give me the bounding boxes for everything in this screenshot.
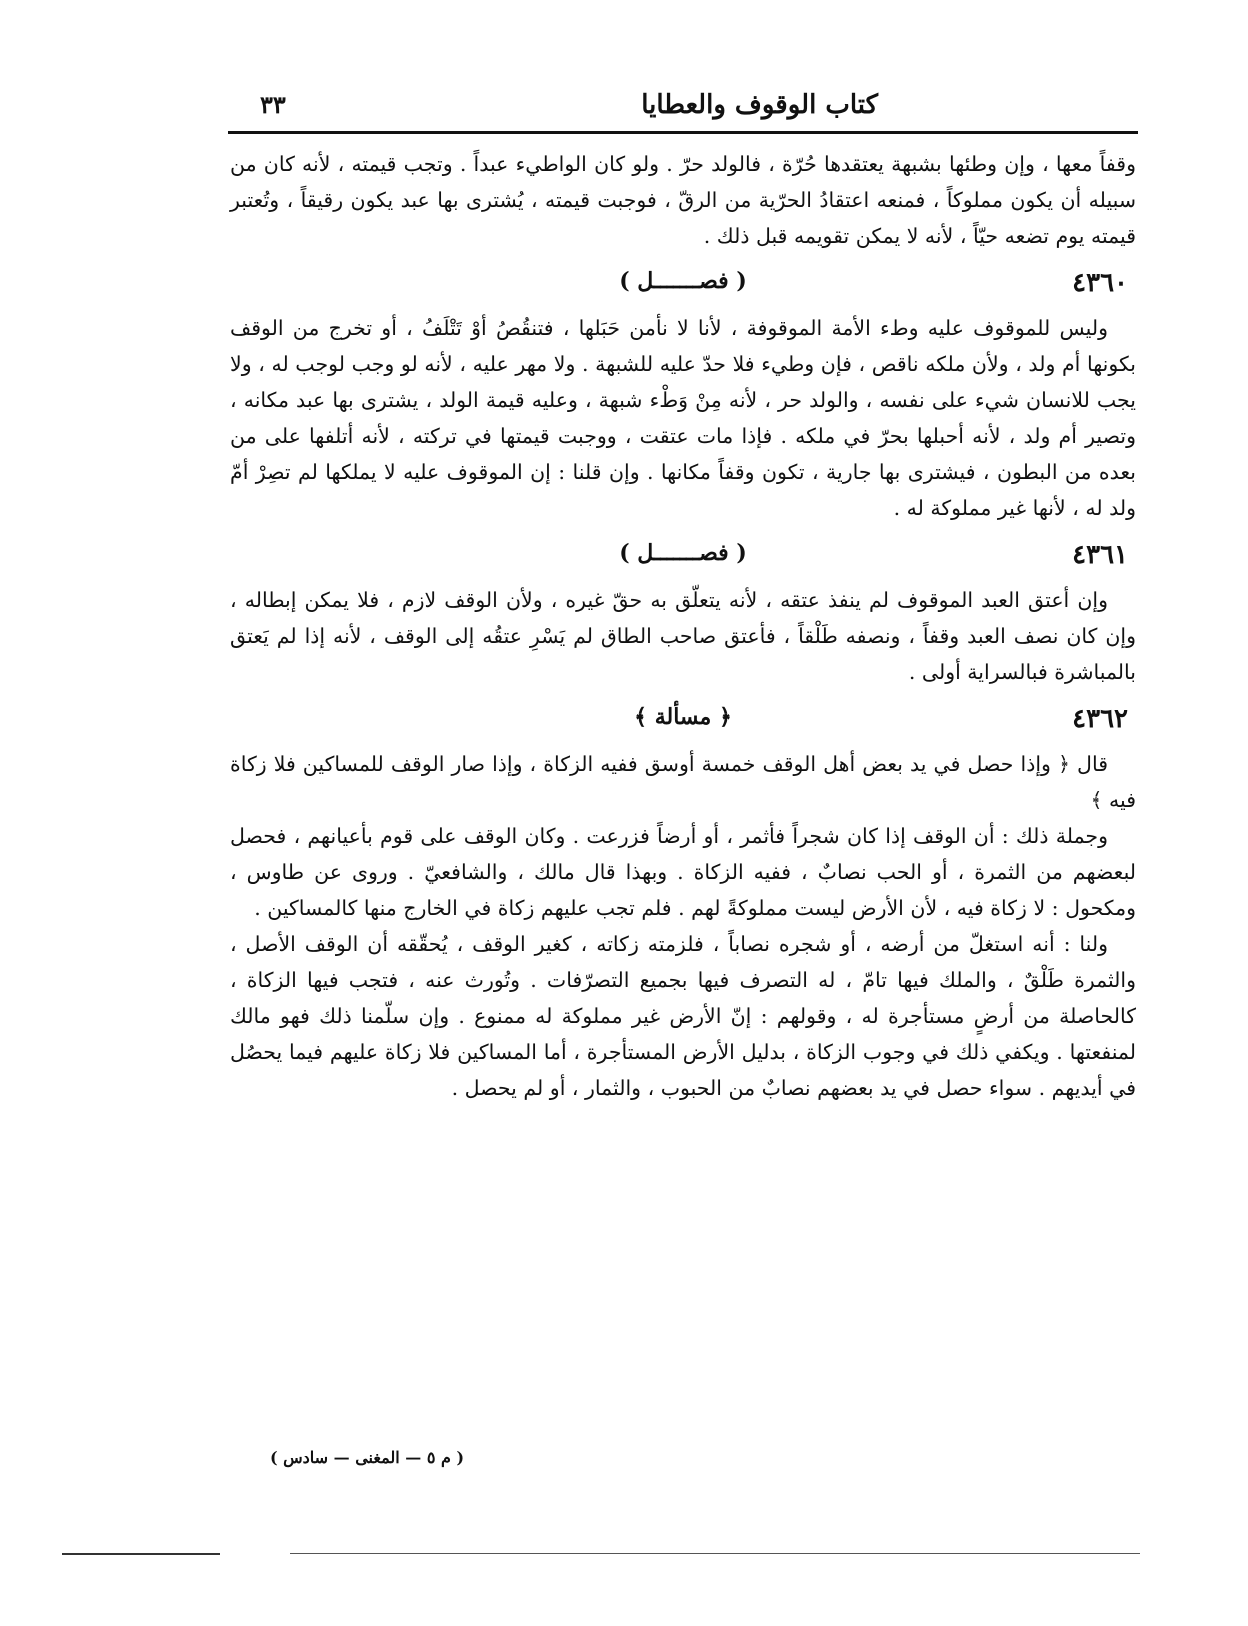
header-rule [228, 131, 1138, 134]
paragraph: وجملة ذلك : أن الوقف إذا كان شجراً فأثمر ، أو أرضاً فزرعت . وكان الوقف على قوم بأعيانهم ، فحصل لبعضهم من الثمرة ، أو الحب نصابٌ ، ففيه الزكاة . وبهذا قال مالك ، والشافعيّ . وروى عن طاوس ، ومكحول : لا زكاة فيه ، لأن الأرض ليست مملوكةً لهم . فلم تجب عليهم زكاة في الخارج منها كالمساكين . [230, 824, 1136, 920]
running-title: كتاب الوقوف والعطايا [641, 90, 878, 120]
section-number: ٤٣٦٢ [1072, 704, 1128, 734]
section-heading [230, 536, 1136, 578]
section-title: ( فصـــــــل ) [619, 540, 747, 566]
page-header [228, 84, 1138, 130]
paragraph: وقفاً معها ، وإن وطئها بشبهة يعتقدها حُرّة ، فالولد حرّ . ولو كان الواطيء عبداً . وتجب قيمته ، لأنه كان من سبيله أن يكون مملوكاً ، فمنعه اعتقادُ الحرّية من الرقّ ، فوجبت قيمته ، يُشترى بها عبد يكون رقيقاً ، وتُعتبر قيمته يوم تضعه حيّاً ، لأنه لا يمكن تقويمه قبل ذلك . [230, 152, 1136, 248]
section-number: ٤٣٦١ [1072, 540, 1128, 570]
section-heading [230, 264, 1136, 306]
paragraph: وإن أعتق العبد الموقوف لم ينفذ عتقه ، لأنه يتعلّق به حقّ غيره ، ولأن الوقف لازم ، فلا يمكن إبطاله ، وإن كان نصف العبد وقفاً ، ونصفه طَلْقاً ، فأعتق صاحب الطاق لم يَسْرِ عتقُه إلى الوقف ، لأنه إذا لم يَعتق بالمباشرة فبالسراية أولى . [230, 588, 1136, 684]
main-text [230, 146, 1136, 1106]
section-title: ﴿ مسألة ﴾ [634, 704, 732, 730]
paragraph: وليس للموقوف عليه وطء الأمة الموقوفة ، لأنا لا نأمن حَبَلها ، فتنقُصُ أوْ تَتْلَفُ ، أو تخرج من الوقف بكونها أم ولد ، ولأن ملكه ناقص ، فإن وطيء فلا حدّ عليه للشبهة . ولا مهر عليه ، لأنه لو وجب لوجب له ، ولا يجب للانسان شيء على نفسه ، والولد حر ، لأنه مِنْ وَطْء شبهة ، وعليه قيمة الولد ، يشترى بها عبد مكانه ، وتصير أم ولد ، لأنه أحبلها بحرّ في ملكه . فإذا مات عتقت ، ووجبت قيمتها في تركته ، لأنه أتلفها على من بعده من البطون ، فيشترى بها جارية ، تكون وقفاً مكانها . وإن قلنا : إن الموقوف عليه لا يملكها لم تصِرْ أمّ ولد له ، لأنها غير مملوكة له . [230, 316, 1136, 520]
bottom-rule [62, 1553, 220, 1555]
section-heading [230, 700, 1136, 742]
footer-signature: ( م ٥ — المغنى — سادس ) [270, 1448, 465, 1467]
page-number: ٣٣ [260, 90, 286, 119]
section-title: ( فصـــــــل ) [619, 268, 747, 294]
section-number: ٤٣٦٠ [1072, 268, 1128, 298]
bottom-rule [290, 1553, 1140, 1554]
paragraph: قال ﴿ وإذا حصل في يد بعض أهل الوقف خمسة أوسق ففيه الزكاة ، وإذا صار الوقف للمساكين فلا زكاة فيه ﴾ [230, 752, 1136, 812]
paragraph: ولنا : أنه استغلّ من أرضه ، أو شجره نصاباً ، فلزمته زكاته ، كغير الوقف ، يُحقّقه أن الوقف الأصل ، والثمرة طَلْقٌ ، والملك فيها تامّ ، له التصرف فيها بجميع التصرّفات . وتُورث عنه ، فتجب فيها الزكاة ، كالحاصلة من أرضٍ مستأجرة له ، وقولهم : إنّ الأرض غير مملوكة له ممنوع . وإن سلّمنا ذلك فهو مالك لمنفعتها . ويكفي ذلك في وجوب الزكاة ، بدليل الأرض المستأجرة ، أما المساكين فلا زكاة عليهم فيما يحصُل في أيديهم . سواء حصل في يد بعضهم نصابٌ من الحبوب ، والثمار ، أو لم يحصل . [230, 932, 1136, 1100]
